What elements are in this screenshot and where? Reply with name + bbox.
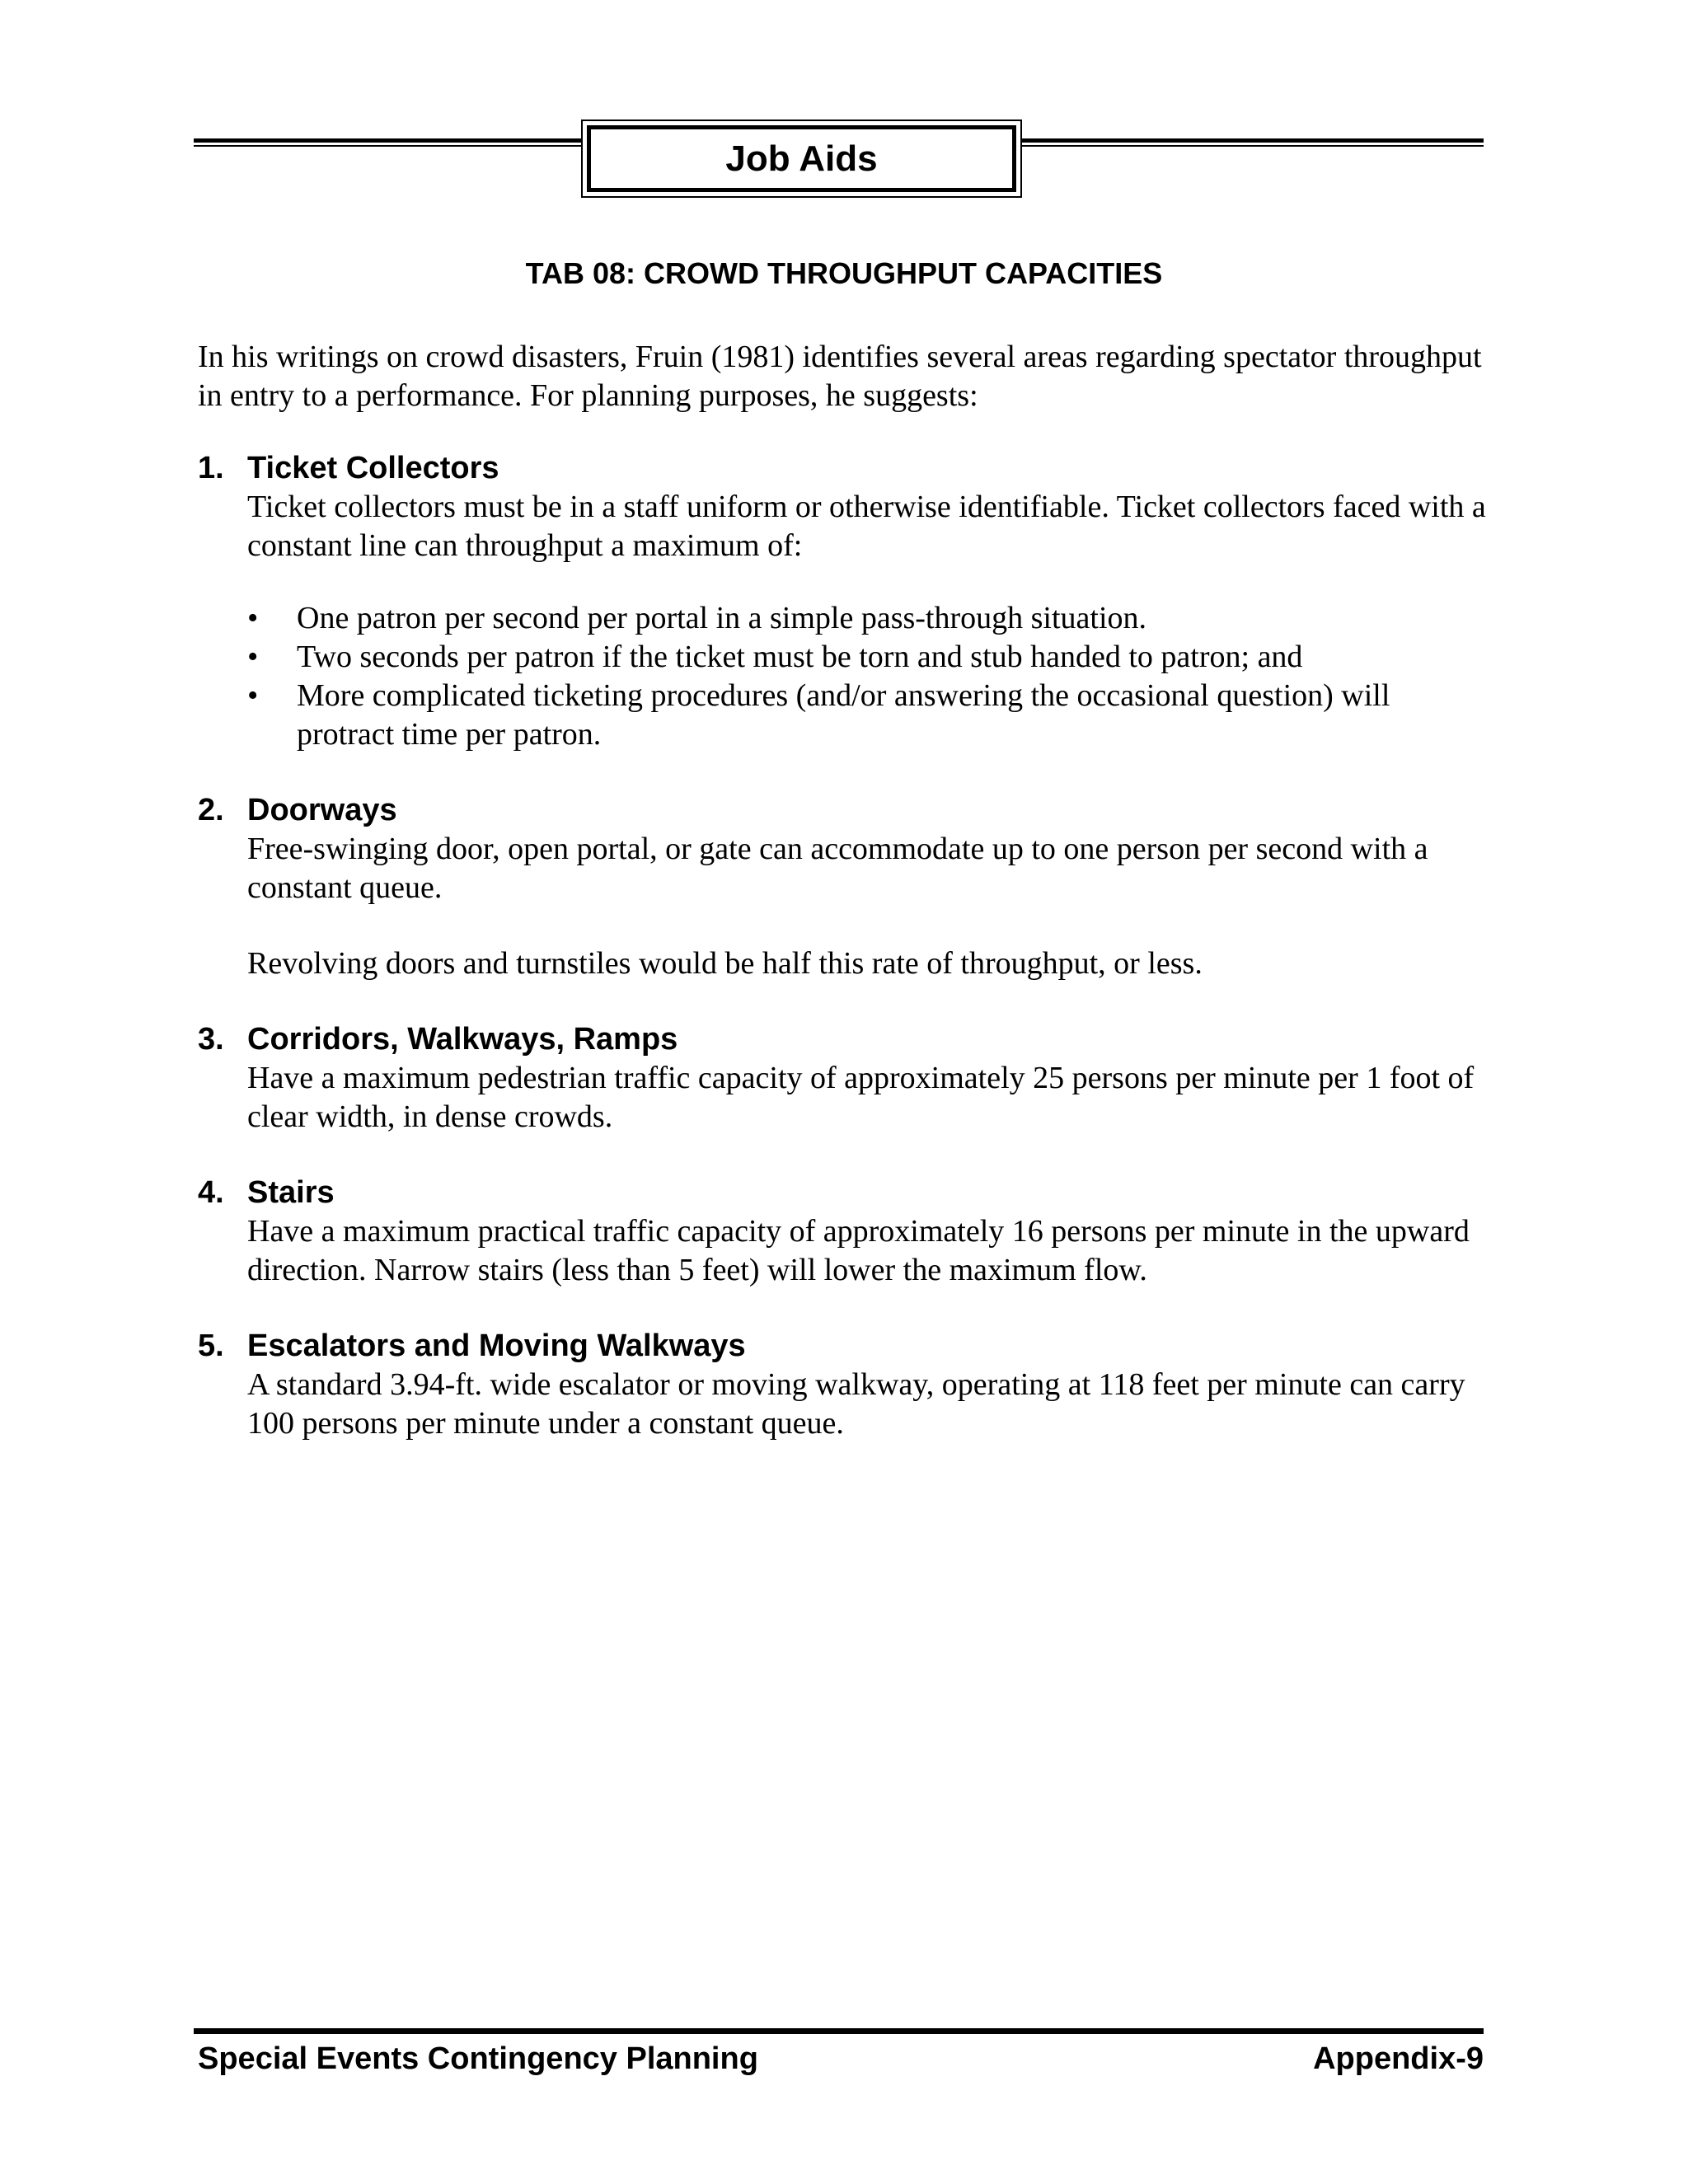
section-content	[198, 1366, 1492, 1443]
section-content	[198, 1212, 1492, 1290]
section-escalators	[198, 1327, 1492, 1443]
section-content	[198, 1059, 1492, 1137]
section-heading	[198, 1327, 1492, 1366]
section-heading	[198, 449, 1492, 488]
footer-page-number: Appendix-9	[1313, 2041, 1484, 2076]
bullet-list	[247, 599, 1492, 754]
section-doorways	[198, 791, 1492, 983]
header-box-label: Job Aids	[587, 125, 1016, 192]
section-ticket-collectors	[198, 449, 1492, 754]
section-number: 4.	[198, 1175, 224, 1210]
header-box	[581, 120, 1022, 198]
section-heading	[198, 1020, 1492, 1059]
list-item	[247, 599, 1492, 638]
section-number: 3.	[198, 1022, 224, 1057]
bullet-icon: •	[247, 678, 259, 713]
document-body	[198, 338, 1492, 1480]
list-item-text: Two seconds per patron if the ticket must be torn and stub handed to patron; and	[297, 640, 1303, 674]
list-item	[247, 677, 1492, 754]
section-number: 2.	[198, 793, 224, 827]
section-paragraph: Revolving doors and turnstiles would be half this rate of throughput, or less.	[247, 946, 1203, 981]
section-paragraph: Have a maximum practical traffic capacity of approximately 16 persons per minute in the upward direction. Narrow stairs (less than 5 feet) will lower the maximum flow.	[247, 1214, 1470, 1287]
section-paragraph: Ticket collectors must be in a staff uniform or otherwise identifiable. Ticket collectors faced with a constant line can throughput a maximum of:	[247, 490, 1486, 563]
header-rule-right	[1022, 138, 1484, 147]
section-title: Corridors, Walkways, Ramps	[247, 1022, 678, 1057]
section-heading	[198, 1174, 1492, 1212]
footer-rule	[194, 2028, 1484, 2034]
section-number: 5.	[198, 1329, 224, 1363]
section-number: 1.	[198, 451, 224, 485]
section-corridors	[198, 1020, 1492, 1137]
section-paragraph: A standard 3.94-ft. wide escalator or moving walkway, operating at 118 feet per minute can carry 100 persons per minute under a constant queue.	[247, 1367, 1465, 1441]
bullet-icon: •	[247, 601, 259, 635]
section-paragraph: Free-swinging door, open portal, or gate can accommodate up to one person per second with a constant queue.	[247, 832, 1428, 905]
section-title: Ticket Collectors	[247, 451, 499, 485]
section-heading	[198, 791, 1492, 830]
list-item-text: One patron per second per portal in a simple pass-through situation.	[297, 601, 1147, 635]
section-content	[198, 830, 1492, 983]
section-paragraph: Have a maximum pedestrian traffic capacity of approximately 25 persons per minute per 1 foot of clear width, in dense crowds.	[247, 1061, 1475, 1134]
section-title: Escalators and Moving Walkways	[247, 1329, 746, 1363]
intro-paragraph: In his writings on crowd disasters, Fruin (1981) identifies several areas regarding spectator throughput in entry to a performance. For planning purposes, he suggests:	[198, 340, 1482, 413]
bullet-icon: •	[247, 640, 259, 674]
section-stairs	[198, 1174, 1492, 1290]
section-title: Doorways	[247, 793, 397, 827]
page-title: TAB 08: CROWD THROUGHPUT CAPACITIES	[525, 256, 1163, 290]
section-title: Stairs	[247, 1175, 335, 1210]
list-item	[247, 638, 1492, 677]
section-content	[198, 488, 1492, 754]
list-item-text: More complicated ticketing procedures (and/or answering the occasional question) will protract time per patron.	[297, 678, 1390, 752]
footer-document-title: Special Events Contingency Planning	[198, 2041, 758, 2076]
header-rule-left	[194, 138, 581, 147]
